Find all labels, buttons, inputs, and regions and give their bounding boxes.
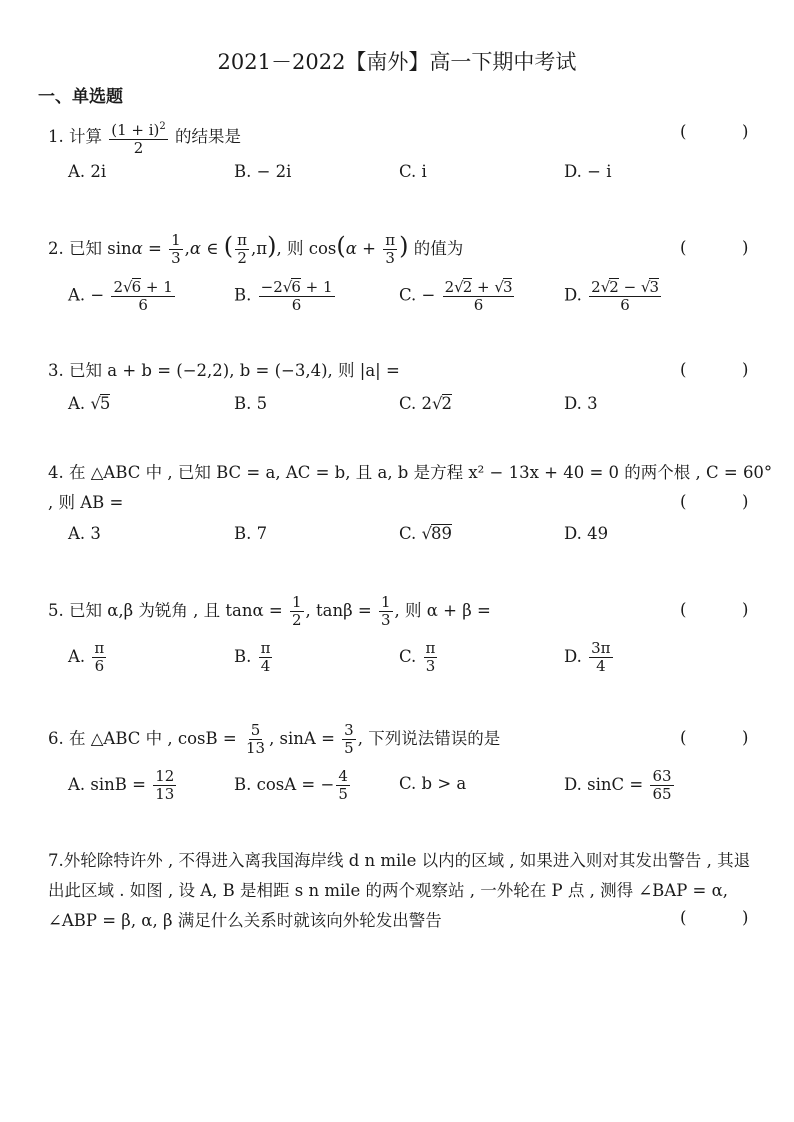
option-c: C. 2√2 — [399, 394, 453, 413]
answer-blank: ( ) — [680, 238, 749, 257]
option-a: A. $\frac{\pi}{6}$ — [68, 639, 105, 675]
option-d: D. sinC = $\frac{63}{65}$ — [564, 767, 672, 803]
section-heading: 一、单选题 — [38, 87, 123, 107]
option-b: B. 7 — [234, 524, 268, 543]
option-a: A. 2i — [68, 162, 107, 181]
question-2: 2. 已知 sinα = $\frac{1}{3}$ ,α ∈ ( $\frac{\pi}{2}$ ,π), 则 cos(α + $\frac{\pi}{3}$ ) 的值为 — [48, 231, 464, 267]
option-c: C. i — [399, 162, 427, 181]
answer-blank: ( ) — [680, 728, 749, 747]
question-number: 5. — [48, 601, 64, 620]
option-d: D. − i — [564, 162, 612, 181]
fraction: $\frac{(1 + i)^2}{2}$ — [109, 118, 168, 157]
answer-blank: ( ) — [680, 908, 749, 927]
option-d: D. 49 — [564, 524, 609, 543]
option-a: A. sinB = $\frac{12}{13}$ — [68, 767, 175, 803]
option-a: A. − $\frac{2√6 + 1}{6}$ — [68, 278, 173, 314]
question-number: 2. — [48, 239, 64, 258]
option-b: B. $\frac{-2√6 + 1}{6}$ — [234, 278, 333, 314]
option-d: D. $\frac{3\pi}{4}$ — [564, 639, 611, 675]
exam-title: 2021－2022【南外】高一下期中考试 — [217, 50, 577, 74]
question-number: 1. — [48, 127, 64, 146]
option-b: B. cosA = − $\frac{4}{5}$ — [234, 767, 348, 803]
question-7: 7.外轮除特许外 , 不得进入离我国海岸线 d n mile 以内的区域 , 如果进入则对其发出警告 , 其退出此区域 . 如图 , 设 A, B 是相距 s n mile 的两个观察站 , 一外轮在 P 点 , 测得 ∠BAP = α, ∠ABP = β, α, β 满足什么关系时就该向外轮发出警告 — [48, 851, 751, 930]
question-6: 6. 在 △ABC 中 , cosB = $\frac{5}{13}$ , sinA = $\frac{3}{5}$ , 下列说法错误的是 — [48, 721, 501, 757]
answer-blank: ( ) — [680, 600, 749, 619]
option-c: C. $\frac{\pi}{3}$ — [399, 639, 436, 675]
option-b: B. $\frac{\pi}{4}$ — [234, 639, 271, 675]
option-c: C. b > a — [399, 774, 467, 793]
option-c: C. − $\frac{2√2 + √3}{6}$ — [399, 278, 513, 314]
question-4: 4. 在 △ABC 中 , 已知 BC = a, AC = b, 且 a, b 是方程 x² − 13x + 40 = 0 的两个根 , C = 60° — [48, 463, 773, 482]
question-3: 3. 已知 a + b = (−2,2), b = (−3,4), 则 |a| = — [48, 361, 400, 380]
answer-blank: ( ) — [680, 122, 749, 141]
answer-blank: ( ) — [680, 360, 749, 379]
question-1: 1. 计算 $\frac{(1 + i)^2}{2}$ 的结果是 — [48, 118, 241, 157]
option-b: B. 5 — [234, 394, 268, 413]
question-number: 4. — [48, 463, 64, 482]
option-d: D. $\frac{2√2 - √3}{6}$ — [564, 278, 660, 314]
answer-blank: ( ) — [680, 492, 749, 511]
question-number: 7. — [48, 851, 64, 870]
option-d: D. 3 — [564, 394, 598, 413]
option-b: B. − 2i — [234, 162, 292, 181]
question-5: 5. 已知 α,β 为锐角 , 且 tanα = $\frac{1}{2}$ , tanβ = $\frac{1}{3}$ , 则 α + β = — [48, 593, 491, 629]
question-number: 6. — [48, 729, 64, 748]
option-a: A. √5 — [68, 394, 111, 413]
option-c: C. √89 — [399, 524, 453, 543]
question-4-line-2: , 则 AB = — [48, 493, 124, 512]
option-a: A. 3 — [68, 524, 101, 543]
question-number: 3. — [48, 361, 64, 380]
